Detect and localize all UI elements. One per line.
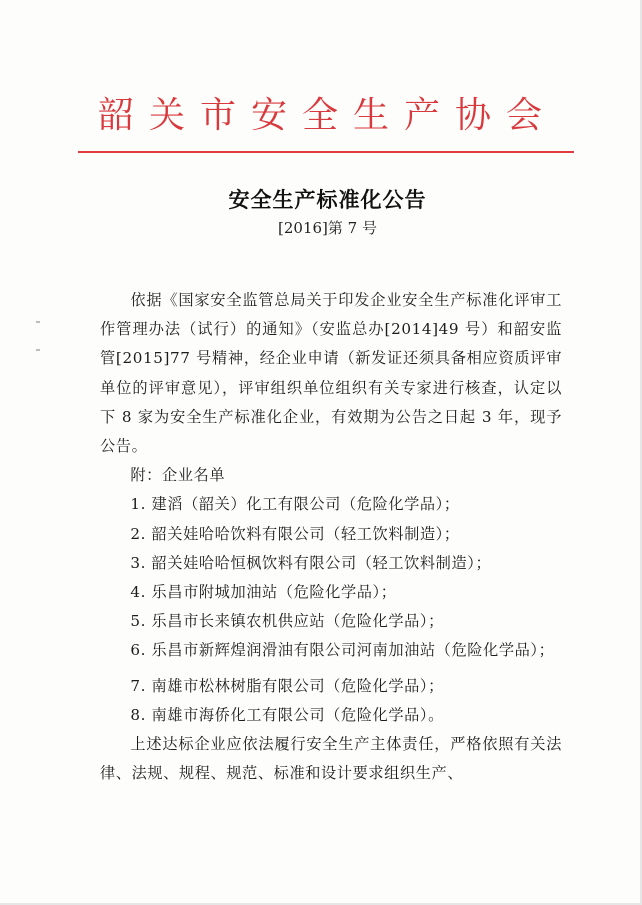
closing-paragraph: 上述达标企业应依法履行安全生产主体责任，严格依照有关法律、法规、规程、规范、标准和设计要求组织生产、 xyxy=(100,735,562,783)
company-list-item: 1. 建滔（韶关）化工有限公司（危险化学品）； xyxy=(130,495,460,514)
company-list-item: 8. 南雄市海侨化工有限公司（危险化学品）。 xyxy=(130,705,444,724)
company-list-item: 2. 韶关娃哈哈饮料有限公司（轻工饮料制造）； xyxy=(130,524,460,543)
notice-body xyxy=(100,286,562,788)
company-list-item: 3. 韶关娃哈哈恒枫饮料有限公司（轻工饮料制造）； xyxy=(130,553,492,572)
organization-header: 韶关市安全生产协会 xyxy=(97,95,557,136)
intro-paragraph: 依据《国家安全监管总局关于印发企业安全生产标准化评审工作管理办法（试行）的通知》（安监总办[2014]49 号）和韶安监管[2015]77 号精神，经企业申请（新发证还须具备相应资质评审单位的评审意见），评审组织单位组织有关专家进行核查，认定以下 8 家为安全生产标准化企业，有效期为公告之日起 3 年，现予公告。 xyxy=(100,291,562,456)
company-list-item: 5. 乐昌市长来镇农机供应站（危险化学品）； xyxy=(130,612,444,631)
company-list-item: 6. 乐昌市新辉煌润滑油有限公司河南加油站（危险化学品）； xyxy=(130,641,555,660)
notice-title: 安全生产标准化公告 xyxy=(228,188,427,212)
company-list-item: 4. 乐昌市附城加油站（危险化学品）； xyxy=(130,583,397,602)
red-divider-line xyxy=(78,151,574,153)
notice-number: [2016]第 7 号 xyxy=(278,219,377,237)
attachment-label: 附：企业名单 xyxy=(130,466,226,485)
scan-mark xyxy=(36,349,40,351)
scan-mark xyxy=(36,321,40,323)
company-list-item: 7. 南雄市松林树脂有限公司（危险化学品）； xyxy=(130,676,444,695)
